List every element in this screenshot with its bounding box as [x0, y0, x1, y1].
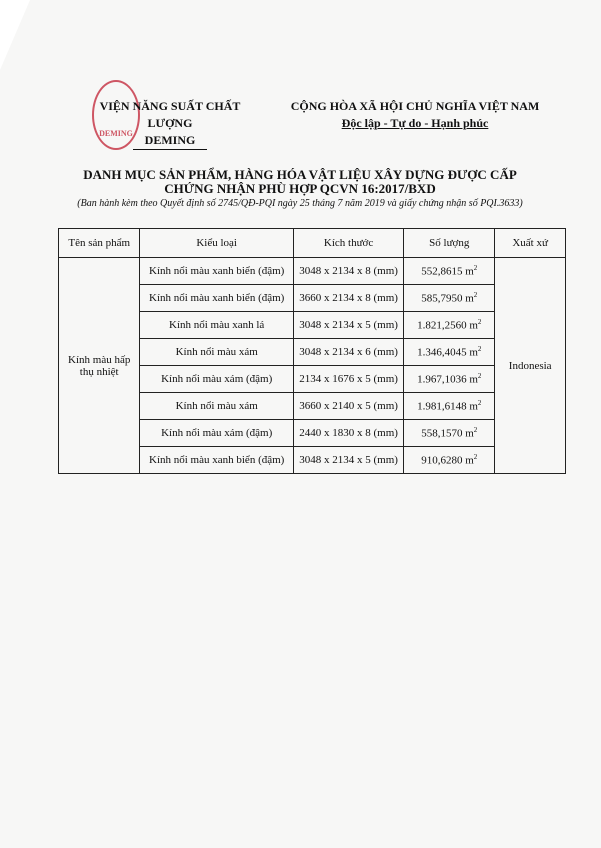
- quantity-cell: [404, 447, 495, 474]
- size-cell: 2440 x 1830 x 8 (mm): [293, 420, 403, 447]
- quantity-unit-exponent: 2: [473, 426, 478, 435]
- quantity-unit-exponent: 2: [477, 345, 482, 354]
- type-cell: Kính nổi màu xám: [140, 393, 294, 420]
- size-cell: 3048 x 2134 x 6 (mm): [293, 339, 403, 366]
- quantity-unit: m: [469, 319, 478, 332]
- type-cell: Kính nổi màu xám: [140, 339, 294, 366]
- product-name-cell: Kính màu hấp thụ nhiệt: [59, 258, 140, 474]
- type-cell: Kính nổi màu xanh biển (đậm): [140, 447, 294, 474]
- quantity-value: 1.821,2560: [417, 319, 467, 332]
- quantity-unit: m: [469, 346, 478, 359]
- document-title-line1: DANH MỤC SẢN PHẨM, HÀNG HÓA VẬT LIỆU XÂY DỰNG ĐƯỢC CẤP: [83, 167, 517, 182]
- national-header: [290, 98, 540, 132]
- size-cell: 3048 x 2134 x 5 (mm): [293, 447, 403, 474]
- quantity-unit: m: [469, 373, 478, 386]
- quantity-unit-exponent: 2: [477, 399, 482, 408]
- quantity-unit: m: [469, 400, 478, 413]
- quantity-unit: m: [465, 292, 474, 305]
- table-header-row: [59, 229, 566, 258]
- quantity-value: 552,8615: [421, 265, 463, 278]
- header-origin: Xuất xứ: [495, 229, 566, 258]
- header-type: Kiểu loại: [140, 229, 294, 258]
- type-cell: Kính nổi màu xám (đậm): [140, 366, 294, 393]
- quantity-cell: [404, 339, 495, 366]
- quantity-value: 558,1570: [421, 427, 463, 440]
- size-cell: 3660 x 2140 x 5 (mm): [293, 393, 403, 420]
- table-row: [59, 258, 566, 285]
- quantity-value: 1.967,1036: [417, 373, 467, 386]
- folded-corner: [0, 0, 30, 70]
- quantity-unit: m: [465, 427, 474, 440]
- document-note: (Ban hành kèm theo Quyết định số 2745/QĐ-PQI ngày 25 tháng 7 năm 2019 và giấy chứng nhận số PQI.3633): [77, 198, 523, 209]
- quantity-cell: [404, 366, 495, 393]
- quantity-unit-exponent: 2: [473, 264, 478, 273]
- origin-cell: Indonesia: [495, 258, 566, 474]
- quantity-unit-exponent: 2: [473, 453, 478, 462]
- size-cell: 3048 x 2134 x 8 (mm): [293, 258, 403, 285]
- quantity-cell: [404, 420, 495, 447]
- header-quantity: Số lượng: [404, 229, 495, 258]
- country-name: CỘNG HÒA XÃ HỘI CHỦ NGHĨA VIỆT NAM: [290, 99, 540, 113]
- quantity-value: 1.981,6148: [417, 400, 467, 413]
- quantity-unit: m: [465, 265, 474, 278]
- quantity-value: 910,6280: [421, 454, 463, 467]
- quantity-value: 585,7950: [421, 292, 463, 305]
- quantity-unit-exponent: 2: [477, 318, 482, 327]
- header-product-name: Tên sản phẩm: [59, 229, 140, 258]
- type-cell: Kính nổi màu xanh biển (đậm): [140, 258, 294, 285]
- quantity-unit: m: [465, 454, 474, 467]
- type-cell: Kính nổi màu xám (đậm): [140, 420, 294, 447]
- quantity-cell: [404, 285, 495, 312]
- quantity-unit-exponent: 2: [473, 291, 478, 300]
- header-size: Kích thước: [293, 229, 403, 258]
- org-name-line1: VIỆN NĂNG SUẤT CHẤT LƯỢNG: [99, 99, 241, 130]
- org-name-line2: DEMING: [133, 132, 208, 150]
- size-cell: 2134 x 1676 x 5 (mm): [293, 366, 403, 393]
- quantity-cell: [404, 258, 495, 285]
- size-cell: 3048 x 2134 x 5 (mm): [293, 312, 403, 339]
- product-table: [58, 228, 566, 474]
- quantity-cell: [404, 393, 495, 420]
- document-title-line2: CHỨNG NHẬN PHÙ HỢP QCVN 16:2017/BXD: [164, 181, 436, 196]
- quantity-value: 1.346,4045: [417, 346, 467, 359]
- quantity-cell: [404, 312, 495, 339]
- type-cell: Kính nổi màu xanh lá: [140, 312, 294, 339]
- size-cell: 3660 x 2134 x 8 (mm): [293, 285, 403, 312]
- type-cell: Kính nổi màu xanh biển (đậm): [140, 285, 294, 312]
- stamp-label: DEMING: [99, 129, 133, 138]
- issuing-organization: [80, 98, 260, 150]
- national-motto: Độc lập - Tự do - Hạnh phúc: [341, 116, 489, 130]
- quantity-unit-exponent: 2: [477, 372, 482, 381]
